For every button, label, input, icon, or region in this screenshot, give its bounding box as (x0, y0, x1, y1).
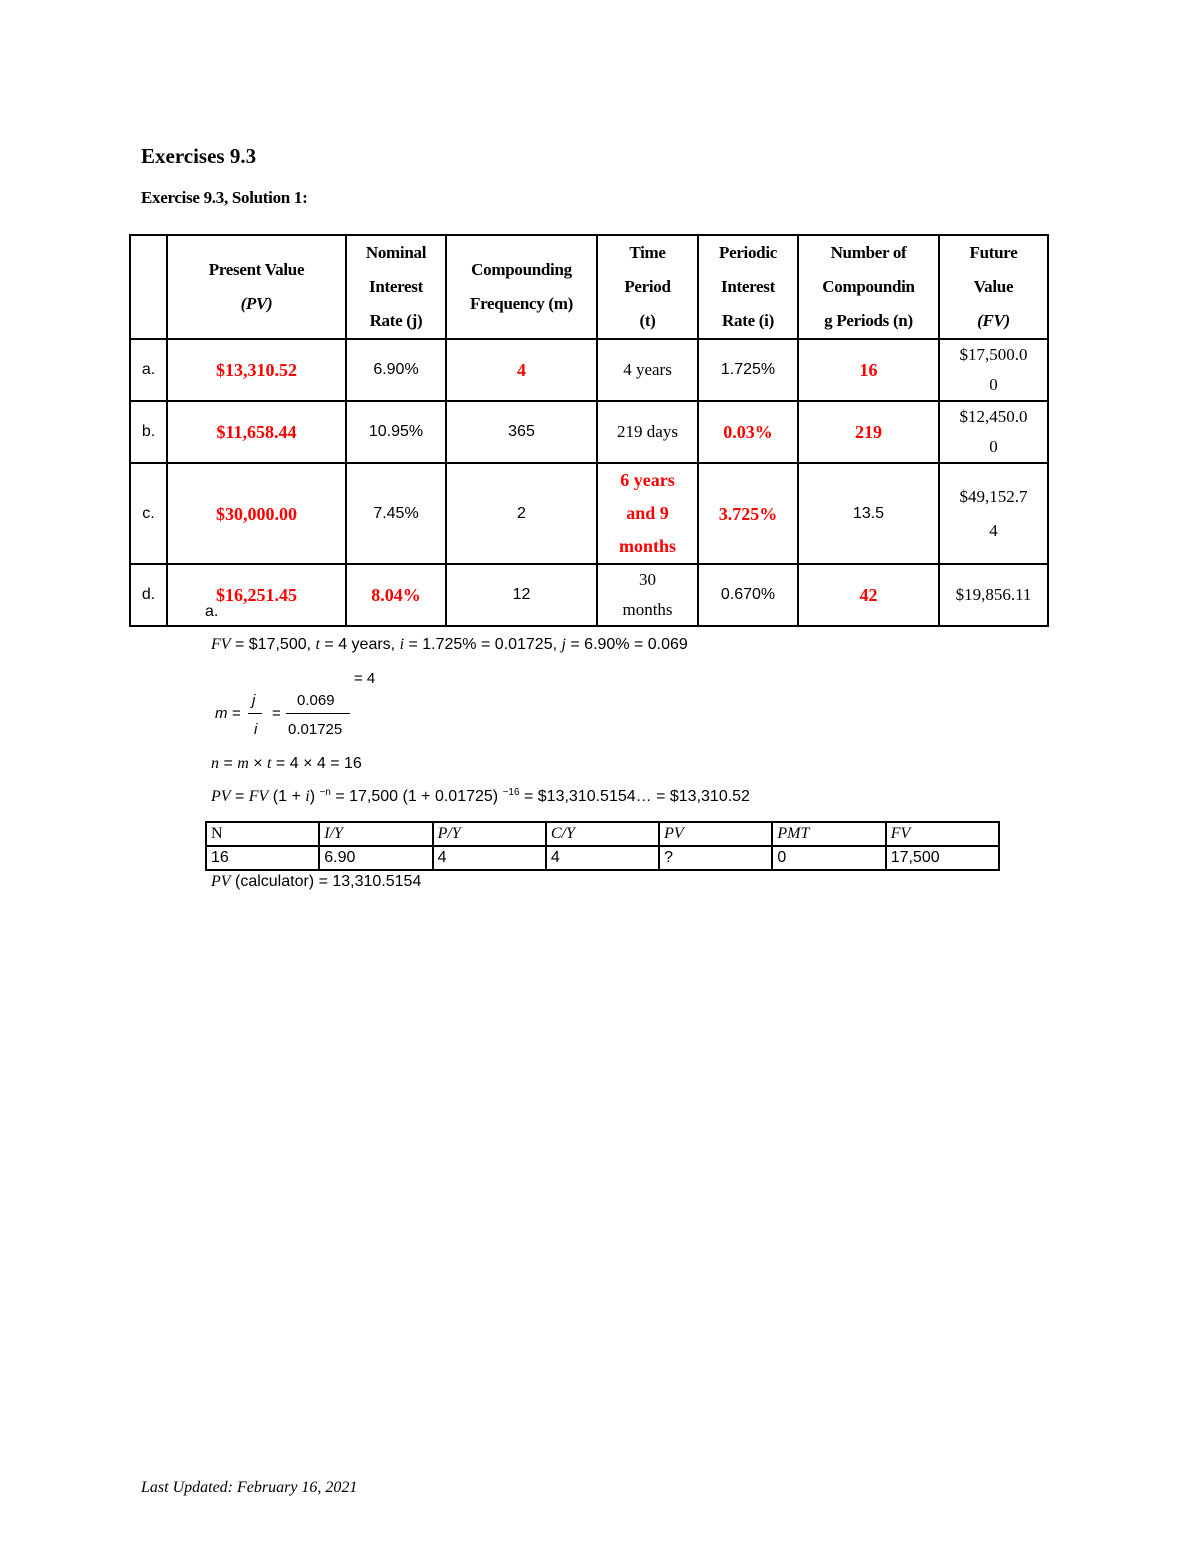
header-time-period: Time Period (t) (597, 235, 698, 339)
cell-compounding-frequency: 12 (446, 564, 597, 626)
cell-future-value: $12,450.0 0 (939, 401, 1048, 463)
calc-header-fv: FV (886, 822, 999, 846)
fraction-bar-small (248, 713, 262, 714)
last-updated-footer: Last Updated: February 16, 2021 (141, 1479, 358, 1496)
calc-header-n: N (206, 822, 319, 846)
calc-header-iy: I/Y (319, 822, 432, 846)
cell-compounding-periods: 13.5 (798, 463, 939, 564)
cell-future-value: $17,500.0 0 (939, 339, 1048, 401)
fraction-numerator: 0.069 (297, 692, 335, 709)
cell-compounding-frequency: 2 (446, 463, 597, 564)
fraction-j: j (252, 692, 256, 709)
cell-compounding-periods: 16 (798, 339, 939, 401)
cell-time-period: 4 years (597, 339, 698, 401)
table-header-row (130, 235, 1048, 339)
header-compounding-frequency: Compounding Frequency (m) (446, 235, 597, 339)
row-label: b. (130, 401, 167, 463)
calculator-result-line: PV (calculator) = 13,310.5154 (211, 873, 422, 890)
cell-nominal-rate: 7.45% (346, 463, 446, 564)
calc-value-py: 4 (433, 846, 546, 870)
calculator-table (205, 821, 1000, 871)
calculator-values-row (206, 846, 999, 870)
table-row (130, 463, 1048, 564)
cell-periodic-rate: 0.670% (698, 564, 798, 626)
header-present-value: Present Value (PV) (167, 235, 346, 339)
n-formula-line: n = m × t = 4 × 4 = 16 (211, 755, 362, 772)
calc-header-pv: PV (659, 822, 772, 846)
table-row (130, 339, 1048, 401)
cell-nominal-rate: 8.04% (346, 564, 446, 626)
page-title: Exercises 9.3 (141, 144, 257, 168)
exercise-table (129, 234, 1049, 627)
calc-value-iy: 6.90 (319, 846, 432, 870)
row-label: d. (130, 564, 167, 626)
cell-compounding-periods: 42 (798, 564, 939, 626)
cell-pv: $11,658.44 (167, 401, 346, 463)
calc-value-pmt: 0 (772, 846, 885, 870)
m-equals-second: = (272, 705, 281, 722)
header-periodic-rate: Periodic Interest Rate (i) (698, 235, 798, 339)
cell-time-period: 6 years and 9 months (597, 463, 698, 564)
header-compounding-periods: Number of Compoundin g Periods (n) (798, 235, 939, 339)
row-label: a. (130, 339, 167, 401)
header-nominal-rate: Nominal Interest Rate (j) (346, 235, 446, 339)
calc-value-fv: 17,500 (886, 846, 999, 870)
cell-periodic-rate: 3.725% (698, 463, 798, 564)
given-values-line: FV = $17,500, t = 4 years, i = 1.725% = 0.01725, j = 6.90% = 0.069 (211, 636, 688, 653)
fraction-bar (286, 713, 350, 714)
cell-nominal-rate: 6.90% (346, 339, 446, 401)
calc-header-py: P/Y (433, 822, 546, 846)
fraction-i: i (254, 721, 258, 738)
cell-pv: $13,310.52 (167, 339, 346, 401)
row-label: c. (130, 463, 167, 564)
calc-value-n: 16 (206, 846, 319, 870)
cell-time-period: 30 months (597, 564, 698, 626)
solution-part-label: a. (205, 603, 219, 620)
cell-periodic-rate: 0.03% (698, 401, 798, 463)
calc-value-cy: 4 (546, 846, 659, 870)
cell-time-period: 219 days (597, 401, 698, 463)
header-future-value: Future Value (FV) (939, 235, 1048, 339)
m-result: = 4 (354, 670, 376, 687)
cell-periodic-rate: 1.725% (698, 339, 798, 401)
cell-future-value: $19,856.11 (939, 564, 1048, 626)
cell-future-value: $49,152.7 4 (939, 463, 1048, 564)
header-blank (130, 235, 167, 339)
m-symbol: m (215, 705, 228, 722)
cell-compounding-periods: 219 (798, 401, 939, 463)
solution-heading: Exercise 9.3, Solution 1: (141, 188, 308, 207)
cell-pv: $16,251.45 (167, 564, 346, 626)
cell-pv: $30,000.00 (167, 463, 346, 564)
pv-formula-line: PV = FV (1 + i) $^{-n}$ = 17,500 (1 + 0.01725) $^{-16}$ = $13,310.5154… = $13,310.52 (211, 787, 750, 805)
m-equals: = (232, 705, 241, 722)
table-row (130, 564, 1048, 626)
calc-value-pv: ? (659, 846, 772, 870)
calculator-header-row (206, 822, 999, 846)
fraction-denominator: 0.01725 (288, 721, 343, 738)
cell-compounding-frequency: 4 (446, 339, 597, 401)
table-row (130, 401, 1048, 463)
cell-nominal-rate: 10.95% (346, 401, 446, 463)
cell-compounding-frequency: 365 (446, 401, 597, 463)
calc-header-pmt: PMT (772, 822, 885, 846)
calc-header-cy: C/Y (546, 822, 659, 846)
